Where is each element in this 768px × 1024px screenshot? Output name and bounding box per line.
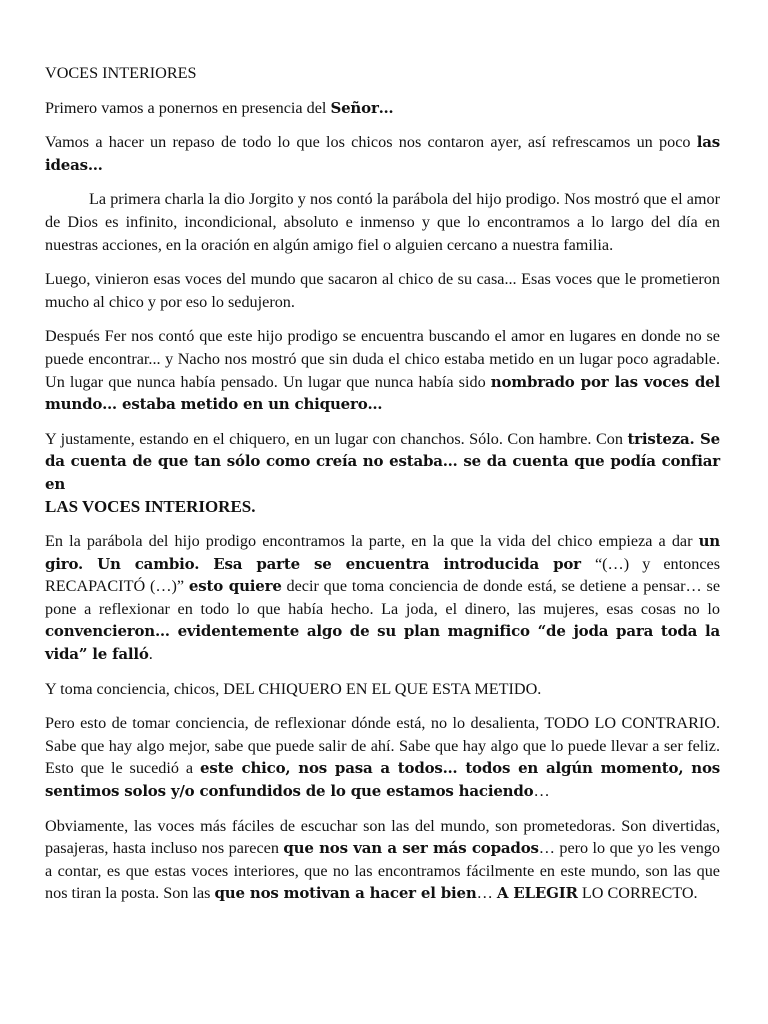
paragraph-chiquero-bold: nombrado por las voces del mundo… estaba metido en un chiquero… bbox=[45, 372, 721, 414]
paragraph-tomar-conciencia-end: … bbox=[533, 782, 550, 801]
paragraph-obviamente-text-3: … bbox=[476, 884, 497, 903]
paragraph-parabola-bold-2: esto quiere bbox=[188, 577, 282, 596]
paragraph-chiquero-text: Después Fer nos contó que este hijo prodigo se encuentra buscando el amor en lugares en donde no se puede encontrar... y Nacho nos mostró que sin duda el chico estaba metido en un lugar poco agradable. Un lugar que nunca había pensado. Un lugar que nunca había sido bbox=[45, 327, 720, 391]
paragraph-parabola-quote: “(…) y entonces RECAPACITÓ (…)” bbox=[45, 554, 720, 596]
paragraph-parabola bbox=[45, 530, 720, 666]
paragraph-intro bbox=[45, 97, 720, 120]
paragraph-primera-charla: La primera charla la dio Jorgito y nos contó la parábola del hijo prodigo. Nos mostró que el amor de Dios es infinito, incondicional, absoluto e inmenso y que lo encontramos a lo largo del día en nuestras acciones, en la oración en algún amigo fiel o alguien cercano a nuestra familia. bbox=[45, 190, 720, 254]
document-title: VOCES INTERIORES bbox=[45, 64, 197, 82]
paragraph-parabola-bold-1: un giro. Un cambio. Esa parte se encuentra introducida por bbox=[45, 532, 720, 573]
paragraph-obviamente-bold-1: que nos van a ser más copados bbox=[283, 839, 539, 858]
paragraph-tomar-conciencia-bold: este chico, nos pasa a todos… todos en algún momento, nos sentimos solos y/o confundidos de lo que estamos haciendo bbox=[45, 759, 720, 801]
paragraph-toma-conciencia: Y toma conciencia, chicos, DEL CHIQUERO EN EL QUE ESTA METIDO. bbox=[45, 679, 542, 698]
paragraph-obviamente-text-1: Obviamente, las voces más fáciles de escuchar son las del mundo, son prometedoras. Son divertidas, pasajeras, hasta incluso nos parecen bbox=[45, 816, 720, 858]
paragraph-obviamente bbox=[45, 815, 720, 905]
paragraph-intro-text: Primero vamos a ponernos en presencia del bbox=[45, 98, 331, 117]
paragraph-justamente-bold: tristeza. Se da cuenta de que tan sólo como creía no estaba… se da cuenta que podía confiar en bbox=[45, 429, 721, 493]
paragraph-obviamente-bold-2: que nos motivan a hacer el bien bbox=[214, 884, 477, 903]
paragraph-parabola-end: . bbox=[148, 645, 153, 664]
paragraph-voces-mundo: Luego, vinieron esas voces del mundo que sacaron al chico de su casa... Esas voces que le prometieron mucho al chico y por eso lo sedujeron. bbox=[45, 270, 720, 311]
paragraph-parabola-text-2: decir que toma conciencia de donde está, se detiene a pensar… se pone a reflexionar en todo lo que había hecho. La joda, el dinero, las mujeres, esas cosas no lo bbox=[45, 577, 721, 618]
paragraph-parabola-text-1: En la parábola del hijo prodigo encontramos la parte, en la que la vida del chico empieza a dar bbox=[45, 532, 699, 551]
paragraph-chiquero bbox=[45, 325, 720, 415]
paragraph-obviamente-bold-3: A ELEGIR bbox=[496, 884, 578, 903]
paragraph-voces-interiores-heading: LAS VOCES INTERIORES. bbox=[45, 496, 256, 516]
paragraph-repaso-text: Vamos a hacer un repaso de todo lo que los chicos nos contaron ayer, así refrescamos un poco bbox=[45, 133, 697, 152]
paragraph-repaso bbox=[45, 131, 720, 176]
paragraph-obviamente-text-2: … pero lo que yo les vengo a contar, es que estas voces interiores, que no las encontramos fácilmente en este mundo, son las que nos tiran la posta. Son las bbox=[45, 839, 720, 903]
paragraph-obviamente-end: LO CORRECTO. bbox=[577, 884, 698, 903]
paragraph-tomar-conciencia-text: Pero esto de tomar conciencia, de reflexionar dónde está, no lo desalienta, TODO LO CONTRARIO. Sabe que hay algo mejor, sabe que puede salir de ahí. Sabe que hay algo que lo puede llevar a ser feliz. Esto que le sucedió a bbox=[45, 714, 720, 778]
paragraph-intro-bold: Señor… bbox=[330, 98, 394, 117]
paragraph-parabola-bold-3: convencieron… evidentemente algo de su plan magnifico “de joda para toda la vida” le falló bbox=[45, 622, 720, 664]
paragraph-repaso-bold: las ideas… bbox=[45, 133, 720, 174]
paragraph-tomar-conciencia bbox=[45, 712, 720, 802]
paragraph-justamente bbox=[45, 428, 720, 518]
paragraph-justamente-text: Y justamente, estando en el chiquero, en un lugar con chanchos. Sólo. Con hambre. Con bbox=[45, 429, 628, 448]
